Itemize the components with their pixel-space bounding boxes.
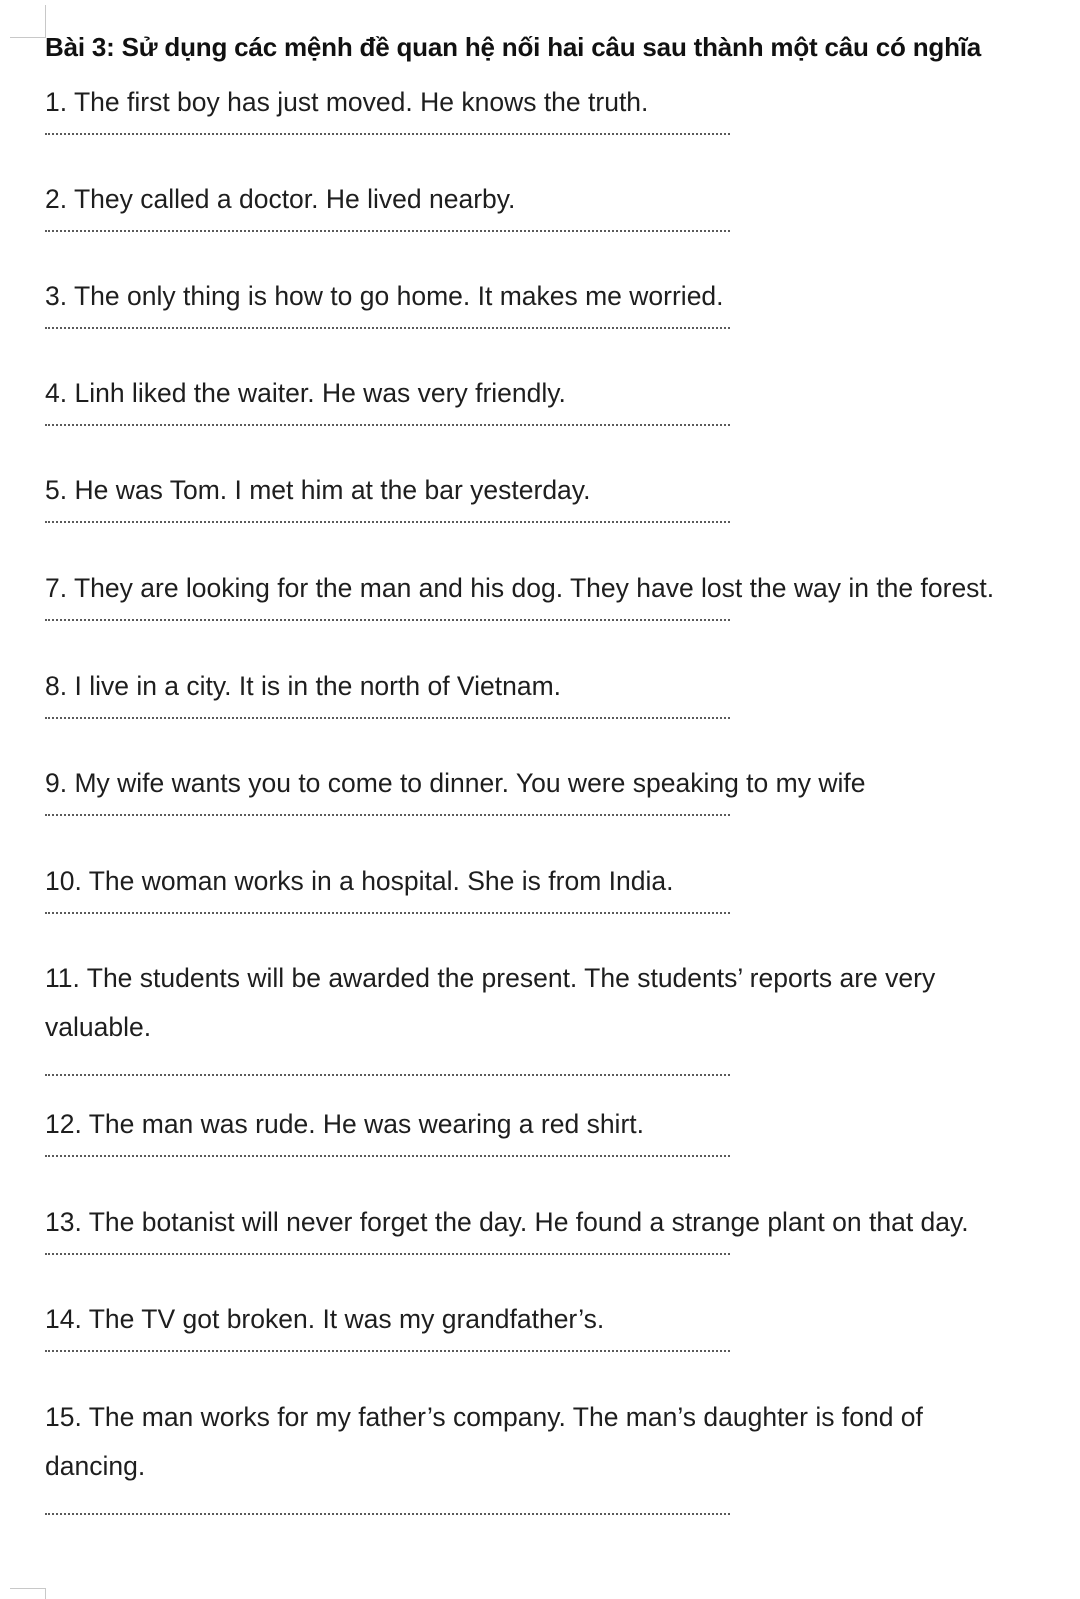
question-item	[45, 662, 1075, 719]
question-text: 9. My wife wants you to come to dinner. You were speaking to my wife	[45, 768, 866, 798]
question-item	[45, 1100, 1075, 1157]
question-item	[45, 1393, 1015, 1515]
question-text: 15. The man works for my father’s company. The man’s daughter is fond of dancing.	[45, 1402, 923, 1481]
answer-line[interactable]	[45, 1155, 730, 1157]
question-text: 13. The botanist will never forget the day. He found a strange plant on that day.	[45, 1207, 969, 1237]
question-item	[45, 78, 1075, 135]
answer-line[interactable]	[45, 521, 730, 523]
answer-line[interactable]	[45, 424, 730, 426]
answer-line[interactable]	[45, 619, 730, 621]
question-item	[45, 1198, 1075, 1255]
question-text: 4. Linh liked the waiter. He was very friendly.	[45, 378, 566, 408]
exercise-title: Bài 3: Sử dụng các mệnh đề quan hệ nối hai câu sau thành một câu có nghĩa	[45, 32, 982, 62]
answer-line[interactable]	[45, 814, 730, 816]
question-text: 3. The only thing is how to go home. It makes me worried.	[45, 281, 724, 311]
answer-line[interactable]	[45, 1074, 730, 1076]
question-item	[45, 564, 1075, 621]
question-text: 12. The man was rude. He was wearing a red shirt.	[45, 1109, 644, 1139]
question-item	[45, 175, 1075, 232]
question-text: 10. The woman works in a hospital. She is from India.	[45, 866, 674, 896]
question-item	[45, 466, 1075, 523]
question-text: 2. They called a doctor. He lived nearby.	[45, 184, 516, 214]
question-text: 7. They are looking for the man and his dog. They have lost the way in the forest.	[45, 573, 995, 603]
page-corner-mark-top	[10, 5, 46, 38]
answer-line[interactable]	[45, 717, 730, 719]
question-item	[45, 857, 1075, 914]
question-text: 14. The TV got broken. It was my grandfather’s.	[45, 1304, 605, 1334]
question-text: 8. I live in a city. It is in the north of Vietnam.	[45, 671, 562, 701]
question-item	[45, 954, 1015, 1076]
page-corner-mark-bottom	[10, 1588, 46, 1599]
question-item	[45, 759, 1075, 816]
answer-line[interactable]	[45, 133, 730, 135]
answer-line[interactable]	[45, 912, 730, 914]
question-text: 11. The students will be awarded the present. The students’ reports are very valuable.	[45, 963, 936, 1042]
answer-line[interactable]	[45, 230, 730, 232]
answer-line[interactable]	[45, 1350, 730, 1352]
question-item	[45, 1295, 1075, 1352]
question-item	[45, 272, 1075, 329]
question-item	[45, 369, 1075, 426]
answer-line[interactable]	[45, 327, 730, 329]
question-text: 5. He was Tom. I met him at the bar yesterday.	[45, 475, 591, 505]
question-text: 1. The first boy has just moved. He knows the truth.	[45, 87, 649, 117]
answer-line[interactable]	[45, 1513, 730, 1515]
answer-line[interactable]	[45, 1253, 730, 1255]
